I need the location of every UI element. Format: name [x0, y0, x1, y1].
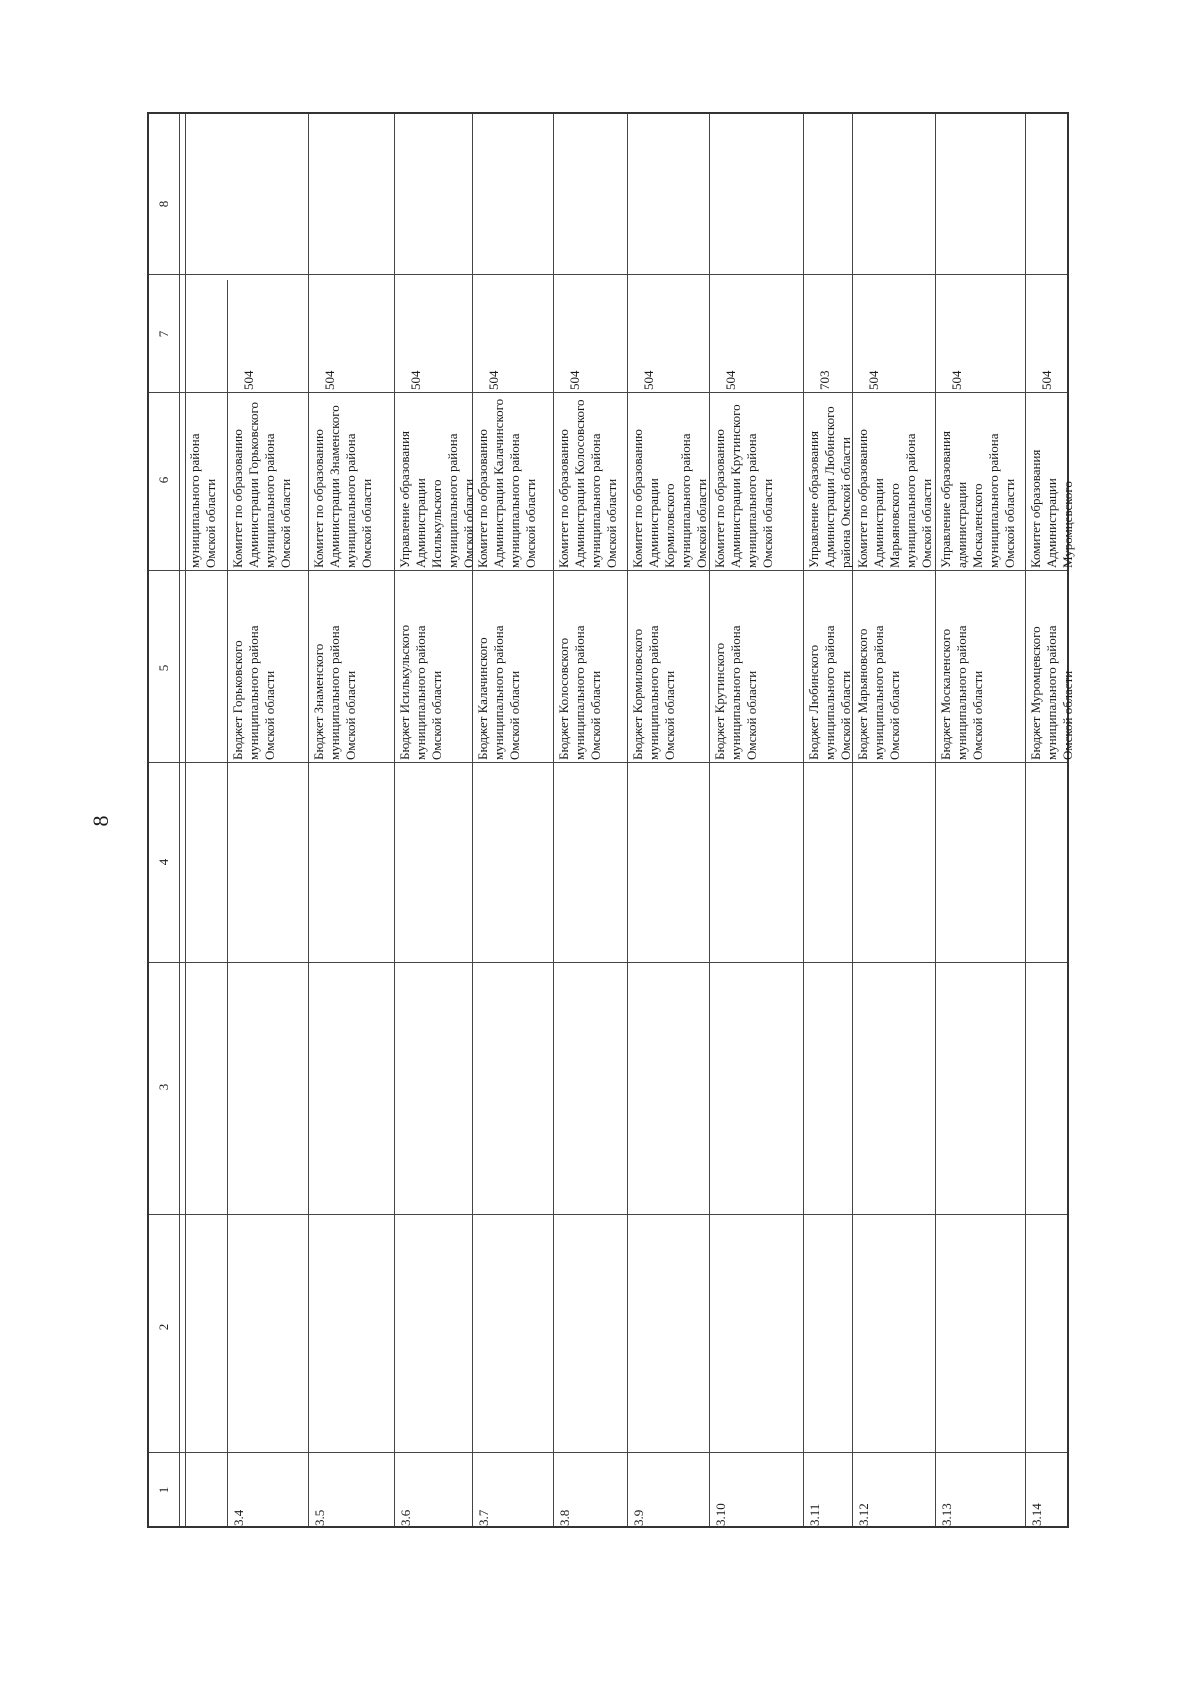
carryover-col6: муниципального района Омской области — [187, 433, 218, 568]
department-code: 504 — [486, 370, 501, 390]
administrator-name: Комитет по образованию Администрации Калачинского муниципального района Омской области — [475, 398, 538, 568]
budget-name: Бюджет Кормиловского муниципального района Омской области — [630, 625, 677, 760]
budget-name: Бюджет Муромцевского муниципального района Омской области — [1028, 625, 1075, 760]
department-code: 504 — [408, 370, 423, 390]
department-code: 504 — [641, 370, 656, 390]
budget-name: Бюджет Крутинского муниципального района Омской области — [712, 625, 759, 760]
row-number: 3.14 — [1029, 1503, 1044, 1526]
row-number: 3.7 — [476, 1509, 491, 1526]
col-number-1: 1 — [156, 1486, 171, 1494]
budget-name: Бюджет Марьяновского муниципального района Омской области — [855, 625, 902, 760]
administrator-name: Комитет по образованию Администрации Горьковского муниципального района Омской области — [230, 401, 293, 568]
col-number-6: 6 — [156, 476, 171, 484]
row-separator — [472, 114, 473, 1526]
row-separator — [553, 114, 554, 1526]
col-number-7: 7 — [156, 330, 171, 338]
department-code: 504 — [866, 370, 881, 390]
row-number: 3.12 — [856, 1503, 871, 1526]
department-code: 504 — [1039, 370, 1054, 390]
col-number-5: 5 — [156, 664, 171, 672]
row-separator — [1025, 114, 1026, 1526]
col-separator-8-7 — [149, 274, 1067, 275]
administrator-name: Комитет по образованию Администрации Марьяновского муниципального района Омской области — [855, 429, 934, 568]
row-number: 3.5 — [312, 1509, 327, 1526]
administrator-name: Комитет образования Администрации Муромцевского — [1028, 449, 1075, 568]
budget-name: Бюджет Знаменского муниципального района Омской области — [311, 625, 358, 760]
administrator-name: Управление образования Администрации Любинского района Омской области — [806, 406, 853, 568]
col-number-4: 4 — [156, 858, 171, 866]
budget-name: Бюджет Горьковского муниципального района Омской области — [230, 625, 277, 760]
row-number: 3.6 — [398, 1509, 413, 1526]
administrator-name: Комитет по образованию Администрации Колосовского муниципального района Омской области — [556, 399, 619, 568]
department-code: 504 — [949, 370, 964, 390]
budget-name: Бюджет Калачинского муниципального района Омской области — [475, 625, 522, 760]
department-code: 703 — [817, 370, 832, 390]
row-separator — [308, 114, 309, 1526]
department-code: 504 — [567, 370, 582, 390]
department-code: 504 — [322, 370, 337, 390]
col-number-8: 8 — [156, 200, 171, 208]
administrator-name: Комитет по образованию Администрации Крутинского муниципального района Омской области — [712, 404, 775, 568]
row-separator — [627, 114, 628, 1526]
row-separator — [803, 114, 804, 1526]
budget-name: Бюджет Колосовского муниципального района Омской области — [556, 625, 603, 760]
data-table — [147, 112, 1075, 1528]
col-separator-3-2 — [149, 1214, 1067, 1215]
header-row-separator — [179, 114, 180, 1526]
row-separator — [852, 114, 853, 1526]
administrator-name: Комитет по образованию Администрации Знаменского муниципального района Омской области — [311, 405, 374, 568]
col-number-3: 3 — [156, 1083, 171, 1091]
row-separator — [227, 280, 228, 1526]
administrator-name: Управление образования администрации Москаленского муниципального района Омской области — [938, 430, 1017, 568]
row-number: 3.10 — [713, 1503, 728, 1526]
department-code: 504 — [241, 370, 256, 390]
col-separator-2-1 — [149, 1452, 1067, 1453]
row-number: 3.8 — [557, 1509, 572, 1526]
row-number: 3.4 — [231, 1509, 246, 1526]
page-number: 8 — [88, 815, 113, 827]
department-code: 504 — [723, 370, 738, 390]
row-number: 3.11 — [807, 1503, 822, 1526]
col-separator-4-3 — [149, 962, 1067, 963]
header-row-separator-2 — [185, 114, 186, 1526]
row-separator — [394, 114, 395, 1526]
row-number: 3.13 — [939, 1503, 954, 1526]
administrator-name: Комитет по образованию Администрации Кормиловского муниципального района Омской области — [630, 429, 709, 568]
col-number-2: 2 — [156, 1323, 171, 1331]
row-number: 3.9 — [631, 1509, 646, 1526]
row-separator — [709, 114, 710, 1526]
administrator-name: Управление образования Администрации Исилькульского муниципального района Омской области — [397, 430, 476, 568]
col-separator-5-4 — [149, 762, 1067, 763]
budget-name: Бюджет Москаленского муниципального района Омской области — [938, 625, 985, 760]
budget-name: Бюджет Исилькульского муниципального района Омской области — [397, 624, 444, 760]
budget-name: Бюджет Любинского муниципального района Омской области — [806, 625, 853, 760]
row-separator — [935, 114, 936, 1526]
